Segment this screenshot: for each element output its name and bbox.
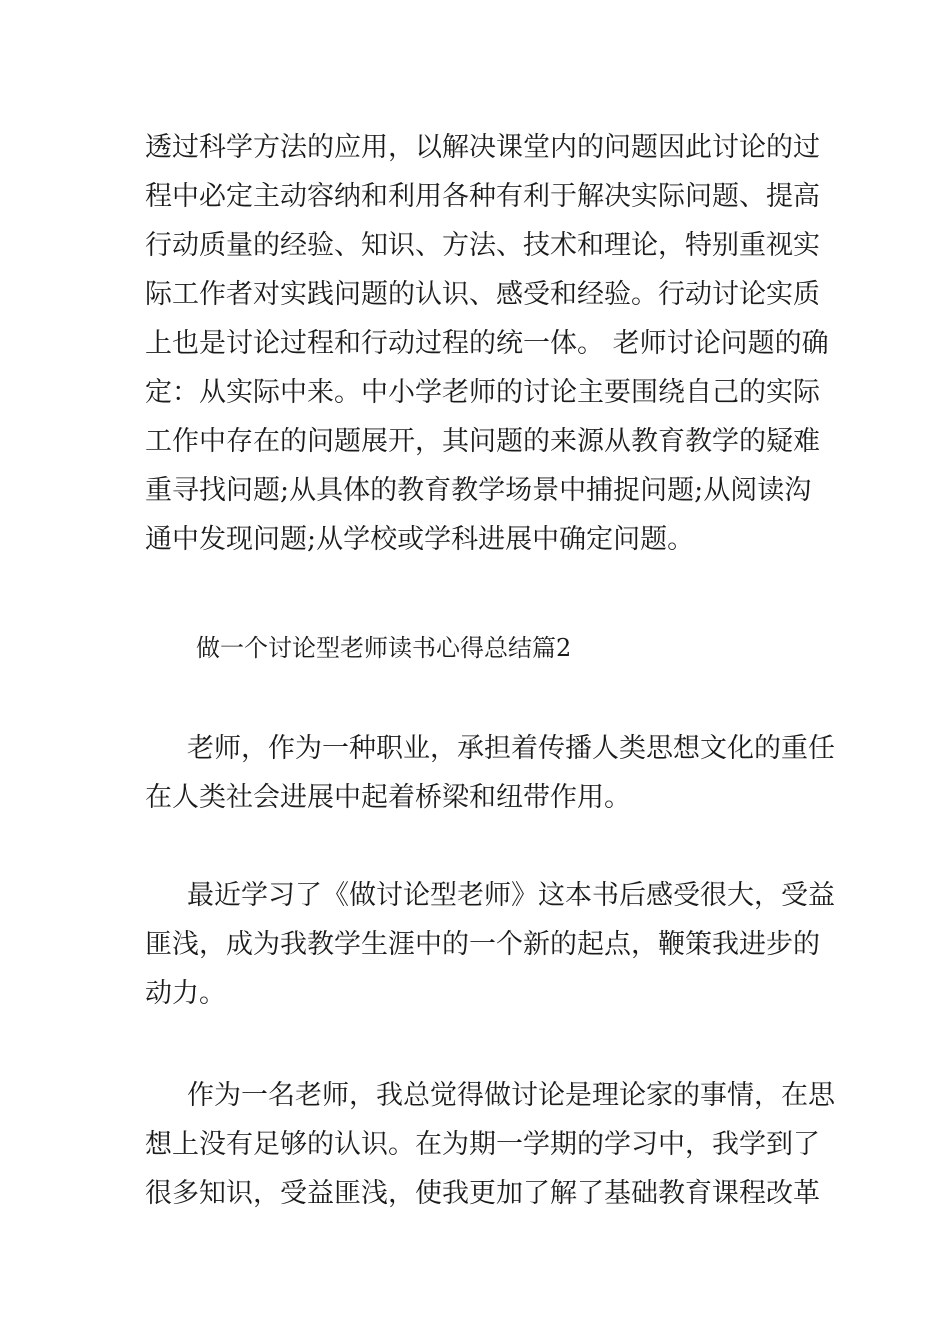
paragraph-3 <box>145 871 835 1018</box>
text-line: 想上没有足够的认识。在为期一学期的学习中，我学到了 <box>145 1129 820 1160</box>
text-line: 定：从实际中来。中小学老师的讨论主要围绕自己的实际 <box>145 377 820 408</box>
text-line: 工作中存在的问题展开，其问题的来源从教育教学的疑难 <box>145 426 820 457</box>
text-line: 老师，作为一种职业，承担着传播人类思想文化的重任 <box>187 733 835 764</box>
text-line: 通中发现问题;从学校或学科进展中确定问题。 <box>145 524 695 555</box>
text-line: 最近学习了《做讨论型老师》这本书后感受很大，受益 <box>187 880 835 911</box>
section-heading: 做一个讨论型老师读书心得总结篇2 <box>196 634 572 662</box>
text-line: 上也是讨论过程和行动过程的统一体。 老师讨论问题的确 <box>145 328 829 359</box>
text-line: 际工作者对实践问题的认识、感受和经验。行动讨论实质 <box>145 279 820 310</box>
text-line: 很多知识，受益匪浅，使我更加了解了基础教育课程改革 <box>145 1178 820 1209</box>
text-line: 透过科学方法的应用，以解决课堂内的问题因此讨论的过 <box>145 132 820 163</box>
text-line: 在人类社会进展中起着桥梁和纽带作用。 <box>145 782 631 813</box>
paragraph-continued <box>145 123 829 564</box>
text-line: 程中必定主动容纳和利用各种有利于解决实际问题、提高 <box>145 181 820 212</box>
text-line: 匪浅，成为我教学生涯中的一个新的起点，鞭策我进步的 <box>145 929 820 960</box>
paragraph-4 <box>145 1071 835 1218</box>
text-line: 重寻找问题;从具体的教育教学场景中捕捉问题;从阅读沟 <box>145 475 812 506</box>
text-line: 行动质量的经验、知识、方法、技术和理论，特别重视实 <box>145 230 820 261</box>
text-line: 动力。 <box>145 978 226 1009</box>
text-line: 作为一名老师，我总觉得做讨论是理论家的事情，在思 <box>187 1080 835 1111</box>
paragraph-2 <box>145 724 835 822</box>
